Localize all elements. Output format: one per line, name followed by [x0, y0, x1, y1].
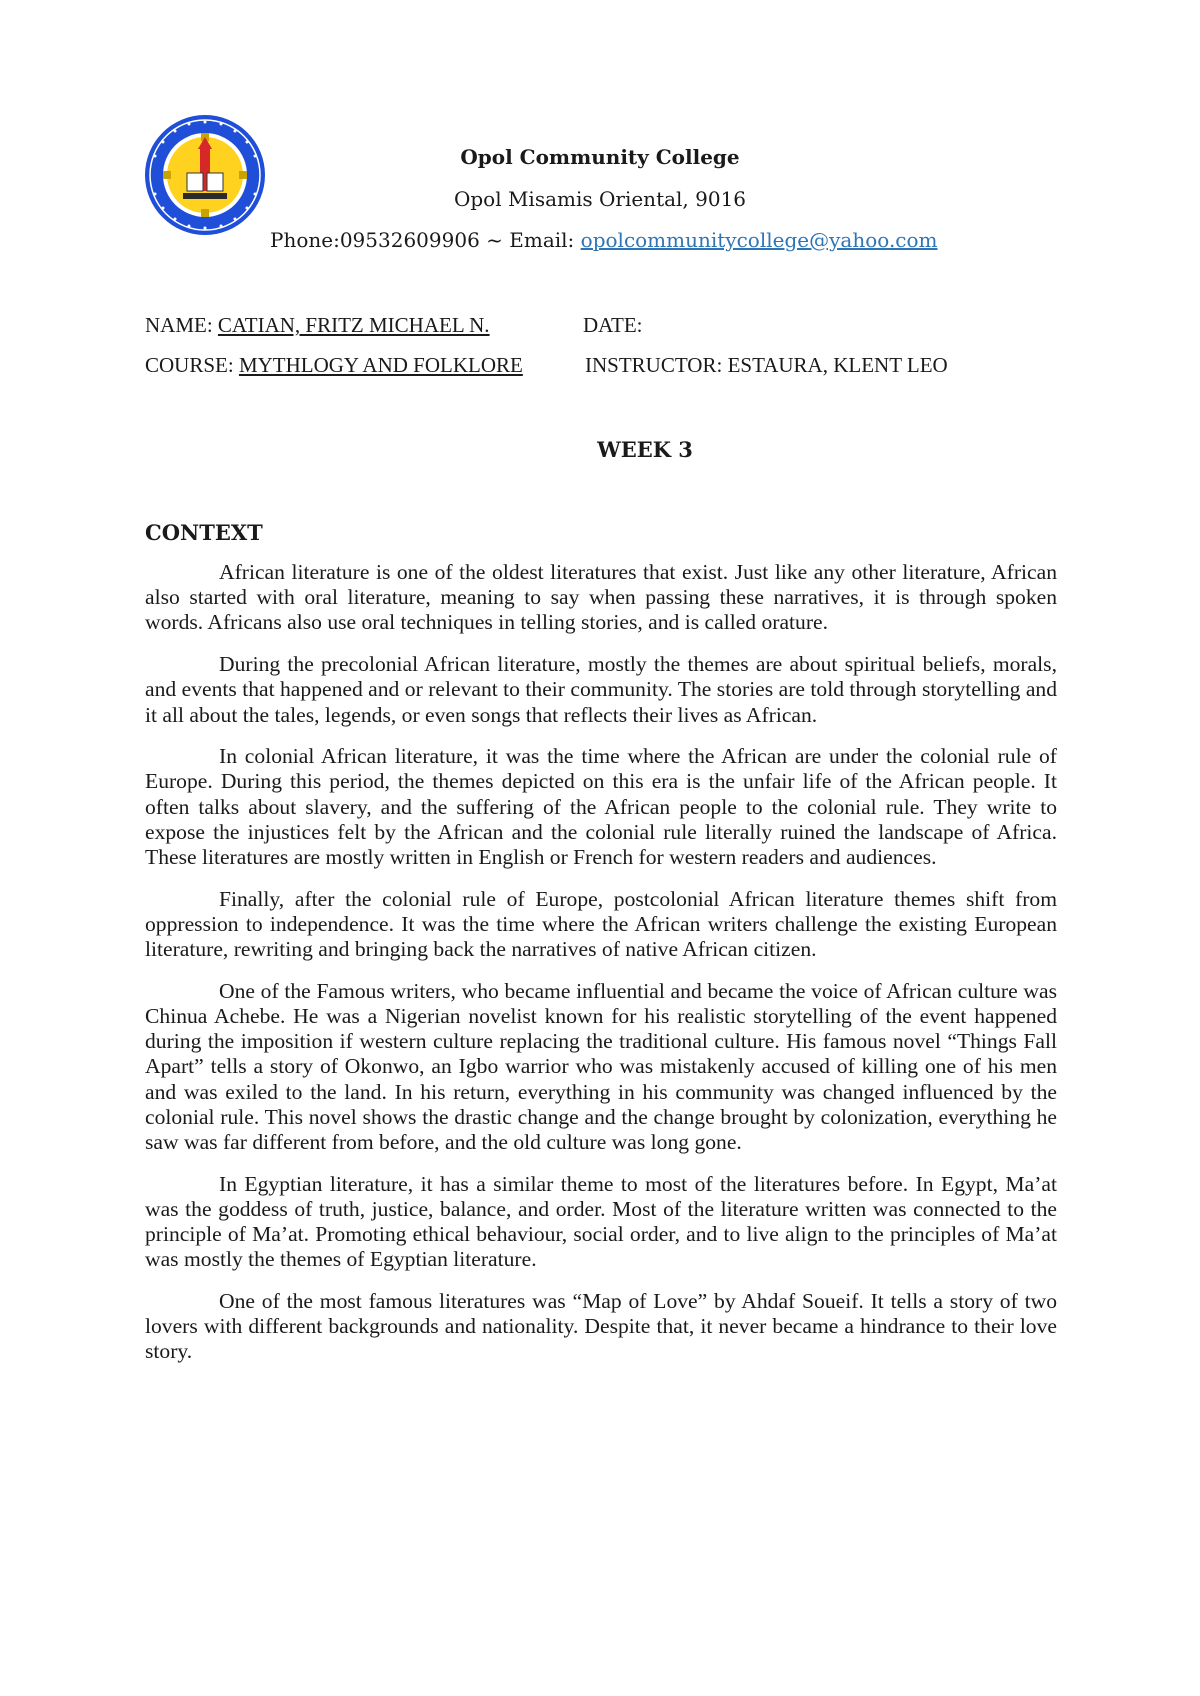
instructor-field — [585, 353, 948, 378]
date-label: DATE: — [583, 313, 643, 337]
college-logo — [143, 113, 267, 237]
date-field — [583, 313, 643, 338]
course-field — [145, 353, 523, 378]
college-address: Opol Misamis Oriental, 9016 — [453, 187, 747, 211]
paragraph: Finally, after the colonial rule of Europe, postcolonial African literature themes shift from oppression to independence. It was the time where the African writers challenge the existing European literature, rewriting and bringing back the narratives of native African citizen. — [145, 886, 1057, 962]
instructor-label: INSTRUCTOR: — [585, 353, 728, 377]
course-label: COURSE: — [145, 353, 239, 377]
paragraph: In colonial African literature, it was the time where the African are under the colonial rule of Europe. During this period, the themes depicted on this era is the unfair life of the African people. It often talks about slavery, and the suffering of the African people to the colonial rule. They write to expose the injustices felt by the African and the colonial rule literally ruined the landscape of Africa. These literatures are mostly written in English or French for western readers and audiences. — [145, 744, 1057, 870]
college-name-text: Opol Community College — [460, 145, 740, 169]
name-label: NAME: — [145, 313, 218, 337]
paragraph: During the precolonial African literature, mostly the themes are about spiritual beliefs, morals, and events that happened and or relevant to their community. The stories are told through storytelling and it all about the tales, legends, or even songs that reflects their lives as African. — [145, 652, 1057, 727]
paragraph: One of the most famous literatures was “Map of Love” by Ahdaf Soueif. It tells a story of two lovers with different backgrounds and nationality. Despite that, it never became a hindrance to their love story. — [145, 1289, 1057, 1364]
instructor-value: ESTAURA, KLENT LEO — [727, 353, 948, 377]
name-value: CATIAN, FRITZ MICHAEL N. — [217, 313, 490, 337]
college-contact — [270, 228, 970, 252]
paragraph: One of the Famous writers, who became influential and became the voice of African culture was Chinua Achebe. He was a Nigerian novelist known for his realistic storytelling of the event happened during the imposition if western culture replacing the traditional culture. His famous novel “Things Fall Apart” tells a story of Okonwo, an Igbo warrior who was mistakenly accused of killing one of his men and was exiled to the land. In his return, everything in his community was changed influenced by the colonial rule. This novel shows the drastic change and the change brought by colonization, everything he saw was far different from before, and the old culture was long gone. — [145, 978, 1057, 1155]
week-title: WEEK 3 — [597, 437, 693, 462]
paragraph: African literature is one of the oldest literatures that exist. Just like any other literature, African also started with oral literature, meaning to say when passing these narratives, it is through spoken words. Africans also use oral techniques in telling stories, and is called orature. — [145, 560, 1057, 635]
section-title: CONTEXT — [145, 520, 263, 545]
body-text — [145, 560, 1057, 1381]
paragraph: In Egyptian literature, it has a similar theme to most of the literatures before. In Egypt, Ma’at was the goddess of truth, justice, balance, and order. Most of the literature written was connected to the principle of Ma’at. Promoting ethical behaviour, social order, and to live align to the principles of Ma’at was mostly the themes of Egyptian literature. — [145, 1171, 1057, 1272]
college-name — [0, 145, 1200, 169]
email-link[interactable]: opolcommunitycollege@yahoo.com — [580, 228, 938, 252]
course-value: MYTHLOGY AND FOLKLORE — [238, 353, 523, 377]
college-seal-icon — [143, 113, 267, 237]
contact-prefix: Phone:09532609906 ~ Email: — [270, 228, 581, 252]
name-field — [145, 313, 490, 338]
